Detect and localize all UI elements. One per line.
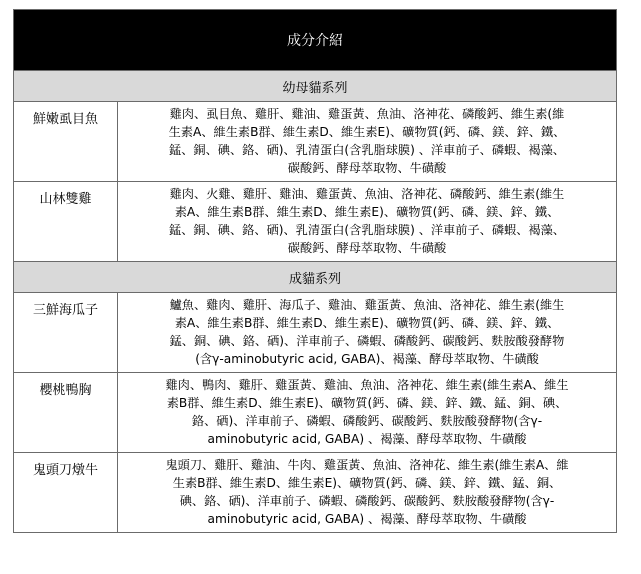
ingredient-line: aminobutyric acid, GABA) 、褐藻、酵母萃取物、牛磺酸 xyxy=(207,512,527,526)
ingredient-list xyxy=(118,373,616,452)
ingredients-table xyxy=(13,9,617,533)
table-row xyxy=(14,452,616,532)
product-name: 櫻桃鴨胸 xyxy=(14,373,118,452)
ingredient-line: 錳、銅、碘、鉻、硒)、乳清蛋白(含乳脂球膜) 、洋車前子、磷蝦、褐藻、 xyxy=(169,223,565,237)
product-name: 鬼頭刀燉牛 xyxy=(14,453,118,532)
ingredient-line: 錳、銅、碘、鉻、硒)、乳清蛋白(含乳脂球膜) 、洋車前子、磷蝦、褐藻、 xyxy=(169,143,565,157)
table-row xyxy=(14,181,616,261)
ingredient-line: (含γ-aminobutyric acid, GABA)、褐藻、酵母萃取物、牛磺酸 xyxy=(195,352,539,366)
ingredient-list xyxy=(118,102,616,181)
ingredient-line: 鬼頭刀、雞肝、雞油、牛肉、雞蛋黃、魚油、洛神花、維生素(維生素A、維 xyxy=(165,458,569,472)
table-row xyxy=(14,292,616,372)
ingredient-line: 素A、維生素B群、維生素D、維生素E)、礦物質(鈣、磷、鎂、鋅、鐵、 xyxy=(174,205,560,219)
ingredient-line: 雞肉、虱目魚、雞肝、雞油、雞蛋黃、魚油、洛神花、磷酸鈣、維生素(維 xyxy=(169,107,565,121)
section-header-adult: 成貓系列 xyxy=(14,261,616,292)
ingredient-line: 碳酸鈣、酵母萃取物、牛磺酸 xyxy=(287,241,447,255)
ingredient-line: 素B群、維生素D、維生素E)、礦物質(鈣、磷、鎂、鋅、鐵、錳、銅、碘、 xyxy=(166,396,568,410)
ingredient-line: 碘、鉻、硒)、洋車前子、磷蝦、磷酸鈣、碳酸鈣、麩胺酸發酵物(含γ- xyxy=(179,494,555,508)
ingredient-line: 錳、銅、碘、鉻、硒)、洋車前子、磷蝦、磷酸鈣、碳酸鈣、麩胺酸發酵物 xyxy=(169,334,565,348)
ingredient-line: 雞肉、火雞、雞肝、雞油、雞蛋黃、魚油、洛神花、磷酸鈣、維生素(維生 xyxy=(169,187,565,201)
ingredient-line: 鉻、硒)、洋車前子、磷蝦、磷酸鈣、碳酸鈣、麩胺酸發酵物(含γ- xyxy=(191,414,543,428)
ingredient-line: 雞肉、鴨肉、雞肝、雞蛋黃、雞油、魚油、洛神花、維生素(維生素A、維生 xyxy=(165,378,569,392)
ingredient-list xyxy=(118,293,616,372)
ingredient-line: 碳酸鈣、酵母萃取物、牛磺酸 xyxy=(287,161,447,175)
ingredient-line: 生素A、維生素B群、維生素D、維生素E)、礦物質(鈣、磷、鎂、鋅、鐵、 xyxy=(168,125,566,139)
section-header-kitten: 幼母貓系列 xyxy=(14,70,616,101)
product-name: 三鮮海瓜子 xyxy=(14,293,118,372)
product-name: 鮮嫩虱目魚 xyxy=(14,102,118,181)
table-row xyxy=(14,101,616,181)
product-name: 山林雙雞 xyxy=(14,182,118,261)
ingredient-line: 素A、維生素B群、維生素D、維生素E)、礦物質(鈣、磷、鎂、鋅、鐵、 xyxy=(174,316,560,330)
ingredient-list xyxy=(118,182,616,261)
ingredient-list xyxy=(118,453,616,532)
ingredient-line: aminobutyric acid, GABA) 、褐藻、酵母萃取物、牛磺酸 xyxy=(207,432,527,446)
table-title: 成分介紹 xyxy=(14,10,616,70)
ingredient-line: 生素B群、維生素D、維生素E)、礦物質(鈣、磷、鎂、鋅、鐵、錳、銅、 xyxy=(172,476,562,490)
ingredient-line: 鱸魚、雞肉、雞肝、海瓜子、雞油、雞蛋黃、魚油、洛神花、維生素(維生 xyxy=(169,298,565,312)
table-row xyxy=(14,372,616,452)
